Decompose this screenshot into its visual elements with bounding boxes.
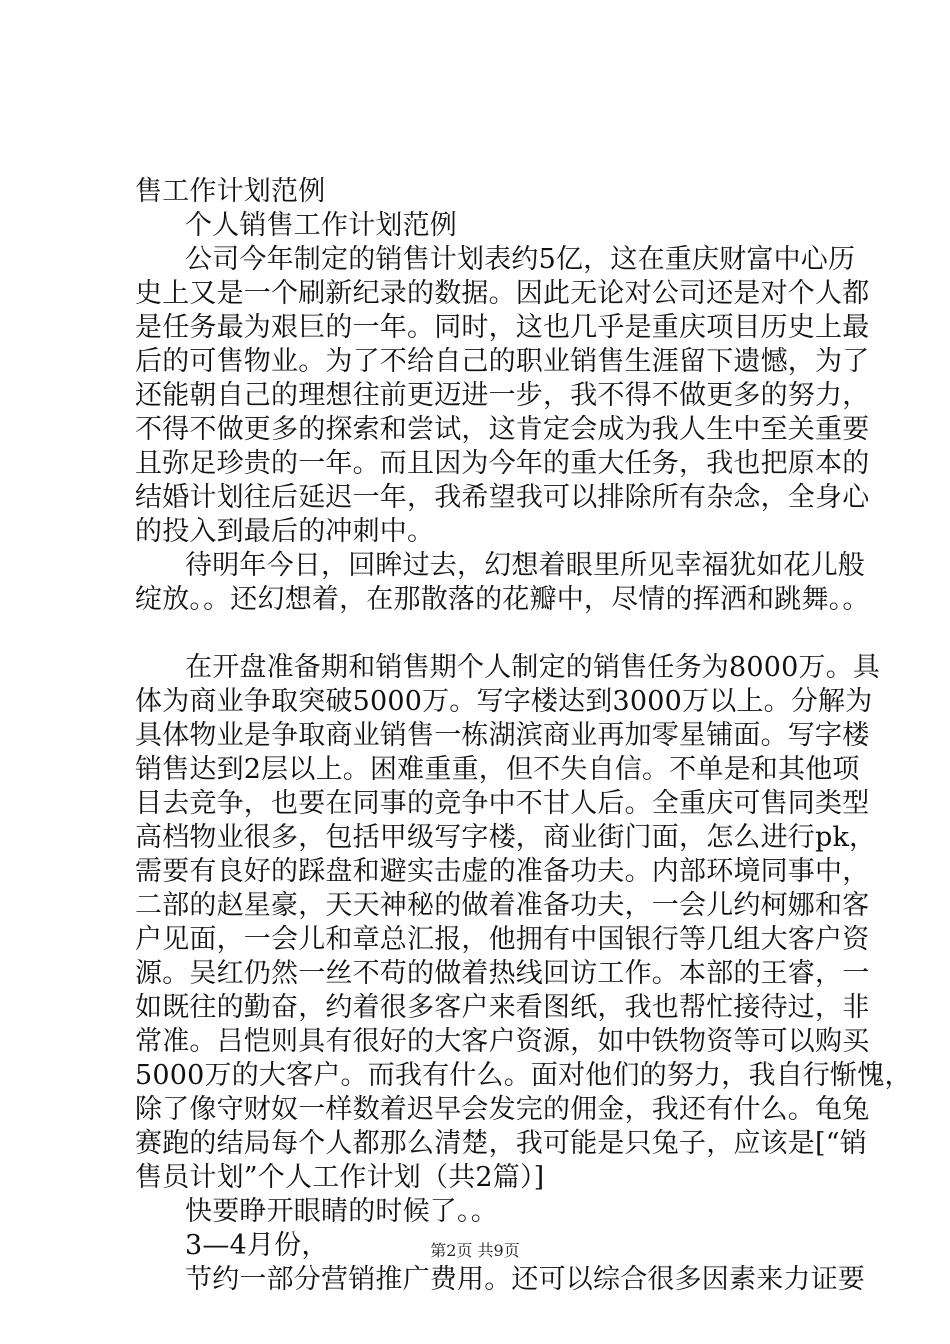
text-line: 结婚计划往后延迟一年，我希望我可以排除所有杂念，全身心 — [135, 482, 870, 513]
text-line: 具体物业是争取商业销售一栋湖滨商业再加零星铺面。写字楼 — [135, 720, 870, 751]
paragraph-gap — [135, 617, 835, 651]
text-line: 体为商业争取突破5000万。写字楼达到3000万以上。分解为 — [135, 686, 873, 717]
text-line: 赛跑的结局每个人都那么清楚，我可能是只兔子，应该是[“销 — [135, 1128, 867, 1159]
text-line: 需要有良好的踩盘和避实击虚的准备功夫。内部环境同事中， — [135, 856, 870, 887]
text-line: 公司今年制定的销售计划表约5亿，这在重庆财富中心历 — [185, 244, 856, 275]
text-line: 源。吴红仍然一丝不苟的做着热线回访工作。本部的王睿，一 — [135, 958, 870, 989]
text-line: 如既往的勤奋，约着很多客户来看图纸，我也帮忙接待过，非 — [135, 992, 870, 1023]
text-line: 且弥足珍贵的一年。而且因为今年的重大任务，我也把原本的 — [135, 448, 870, 479]
text-line: 售员计划”个人工作计划（共2篇）] — [135, 1162, 545, 1193]
text-line: 史上又是一个刷新纪录的数据。因此无论对公司还是对个人都 — [135, 278, 870, 309]
text-line: 目去竞争，也要在同事的竞争中不甘人后。全重庆可售同类型 — [135, 788, 870, 819]
text-line: 快要睁开眼睛的时候了。。 — [185, 1196, 498, 1227]
text-line: 常准。吕恺则具有很好的大客户资源，如中铁物资等可以购买 — [135, 1026, 870, 1057]
text-line: 户见面，一会儿和章总汇报，他拥有中国银行等几组大客户资 — [135, 924, 870, 955]
text-line: 3—4月份， — [185, 1230, 329, 1261]
text-line: 待明年今日，回眸过去，幻想着眼里所见幸福犹如花儿般 — [185, 550, 865, 581]
section-heading: 个人销售工作计划范例 — [185, 210, 457, 241]
text-line: 二部的赵星豪，天天神秘的做着准备功夫，一会儿约柯娜和客 — [135, 890, 870, 921]
text-line: 售工作计划范例 — [135, 176, 326, 207]
text-line: 是任务最为艰巨的一年。同时，这也几乎是重庆项目历史上最 — [135, 312, 870, 343]
text-line: 在开盘准备期和销售期个人制定的销售任务为8000万。具 — [185, 652, 881, 683]
page-footer: 第2页 共9页 — [430, 1241, 520, 1260]
text-line: 的投入到最后的冲刺中。 — [135, 516, 435, 547]
text-line: 后的可售物业。为了不给自己的职业销售生涯留下遗憾，为了 — [135, 346, 870, 377]
document-body — [135, 175, 912, 1297]
text-line: 除了像守财奴一样数着迟早会发完的佣金，我还有什么。龟兔 — [135, 1094, 870, 1125]
text-line: 绽放。。还幻想着，在那散落的花瓣中，尽情的挥洒和跳舞。。 — [135, 584, 870, 615]
text-line: 销售达到2层以上。困难重重，但不失自信。不单是和其他项 — [135, 754, 860, 785]
text-line: 5000万的大客户。而我有什么。面对他们的努力，我自行惭愧， — [135, 1060, 912, 1091]
text-line: 高档物业很多，包括甲级写字楼，商业街门面，怎么进行pk， — [135, 822, 877, 853]
text-line: 节约一部分营销推广费用。还可以综合很多因素来力证要 — [185, 1264, 865, 1295]
text-line: 不得不做更多的探索和尝试，这肯定会成为我人生中至关重要 — [135, 414, 870, 445]
text-line: 还能朝自己的理想往前更迈进一步，我不得不做更多的努力， — [135, 380, 870, 411]
